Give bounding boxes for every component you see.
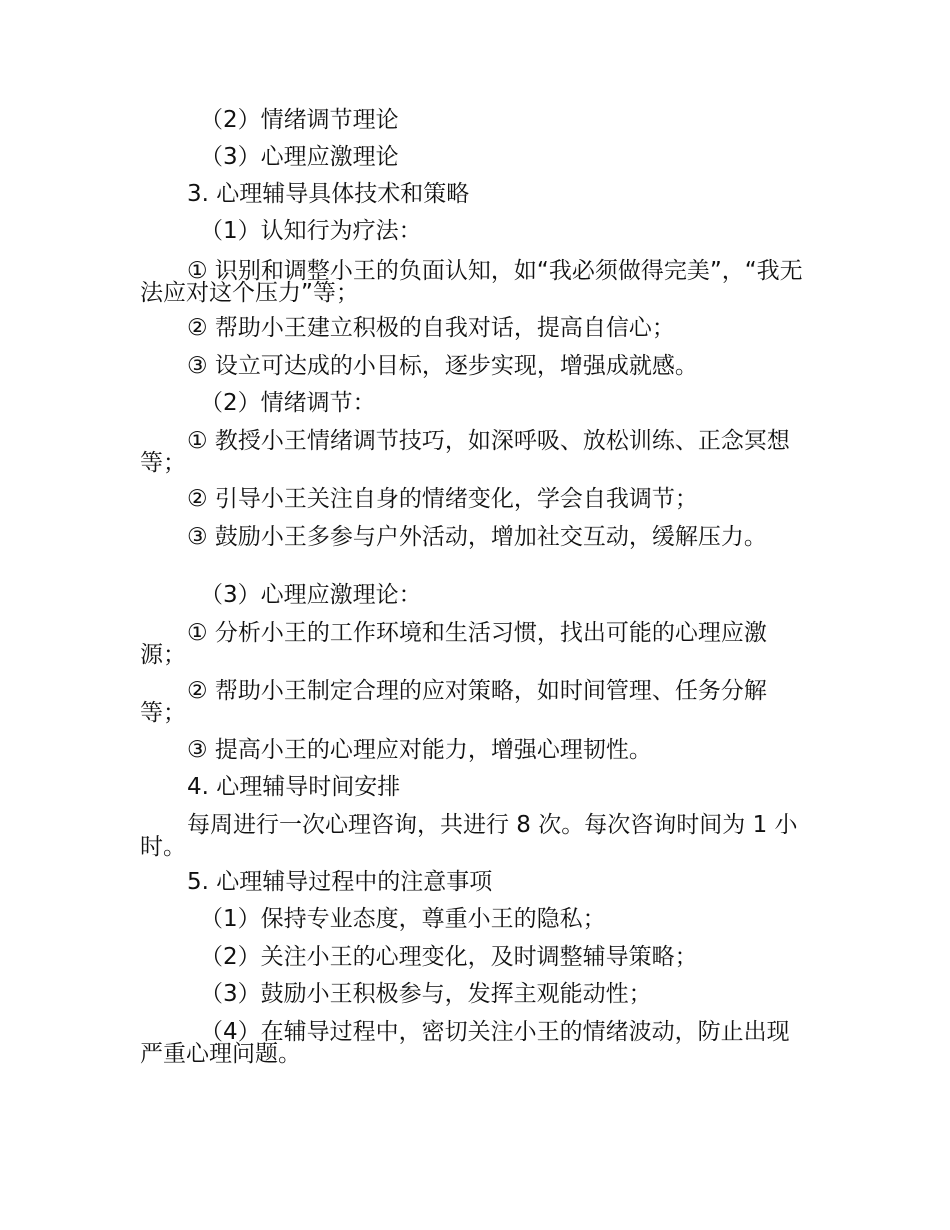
paragraph-schedule: 每周进行一次心理咨询，共进行 8 次。每次咨询时间为 1 小时。 bbox=[140, 812, 798, 860]
subheading-cbt: （1）认知行为疗法： bbox=[200, 218, 422, 244]
heading-stress-theory: （3）心理应激理论 bbox=[200, 144, 399, 170]
note-item-2: （2）关注小王的心理变化，及时调整辅导策略； bbox=[200, 944, 698, 970]
paragraph-emotion-1: ① 教授小王情绪调节技巧，如深呼吸、放松训练、正念冥想等； bbox=[140, 428, 790, 476]
note-item-1: （1）保持专业态度，尊重小王的隐私； bbox=[200, 906, 606, 932]
paragraph-stress-1: ① 分析小王的工作环境和生活习惯，找出可能的心理应激源； bbox=[140, 620, 767, 668]
section-heading-schedule: 4. 心理辅导时间安排 bbox=[187, 774, 401, 800]
subheading-stress: （3）心理应激理论： bbox=[200, 582, 422, 608]
paragraph-cbt-1: ① 识别和调整小王的负面认知，如“我必须做得完美”，“我无法应对这个压力”等； bbox=[140, 258, 803, 306]
paragraph-cbt-3: ③ 设立可达成的小目标，逐步实现，增强成就感。 bbox=[187, 353, 698, 379]
heading-emotion-regulation-theory: （2）情绪调节理论 bbox=[200, 107, 399, 133]
paragraph-cbt-2: ② 帮助小王建立积极的自我对话，提高自信心； bbox=[187, 315, 675, 341]
note-item-4: （4）在辅导过程中，密切关注小王的情绪波动，防止出现严重心理问题。 bbox=[140, 1019, 790, 1067]
paragraph-emotion-3: ③ 鼓励小王多参与户外活动，增加社交互动，缓解压力。 bbox=[187, 524, 767, 550]
paragraph-stress-2: ② 帮助小王制定合理的应对策略，如时间管理、任务分解等； bbox=[140, 678, 767, 726]
section-heading-notes: 5. 心理辅导过程中的注意事项 bbox=[187, 869, 493, 895]
section-heading-techniques: 3. 心理辅导具体技术和策略 bbox=[187, 181, 470, 207]
note-item-3: （3）鼓励小王积极参与，发挥主观能动性； bbox=[200, 981, 652, 1007]
paragraph-stress-3: ③ 提高小王的心理应对能力，增强心理韧性。 bbox=[187, 737, 652, 763]
paragraph-emotion-2: ② 引导小王关注自身的情绪变化，学会自我调节； bbox=[187, 486, 698, 512]
subheading-emotion-regulation: （2）情绪调节： bbox=[200, 390, 376, 416]
